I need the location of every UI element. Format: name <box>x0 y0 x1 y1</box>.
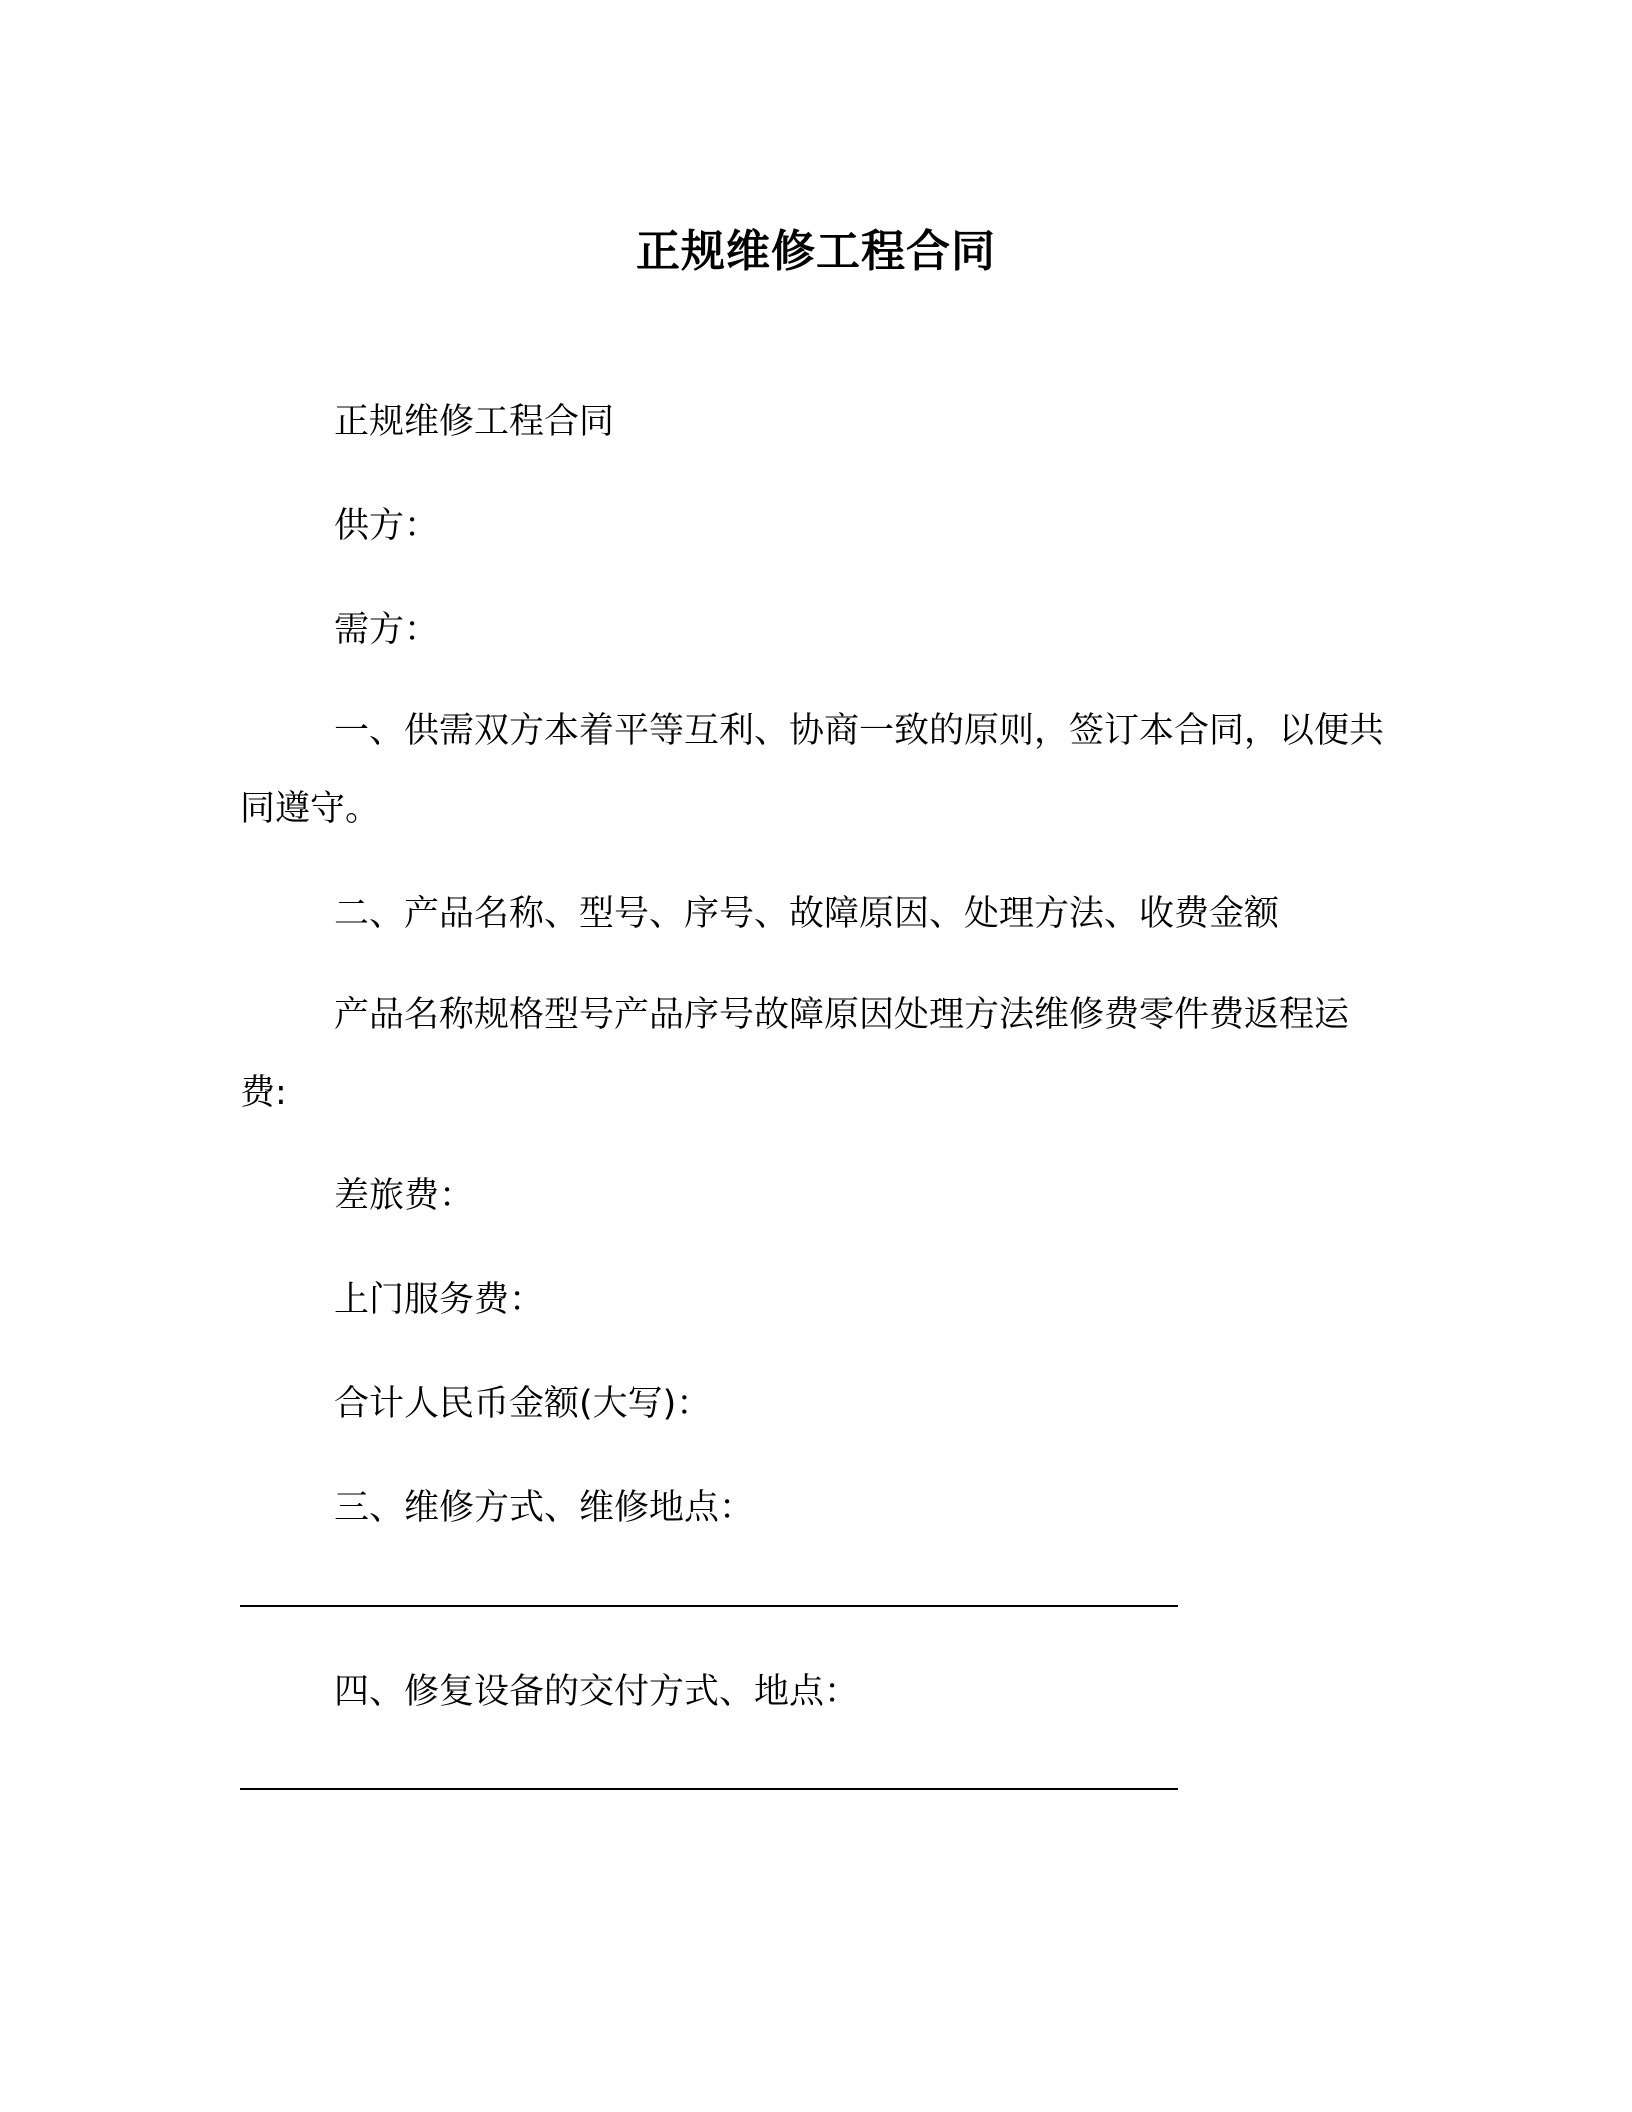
clause-1: 一、供需双方本着平等互利、协商一致的原则，签订本合同，以便共同遵守。 <box>240 711 1385 829</box>
service-fee-line: 上门服务费： <box>334 1280 545 1320</box>
clause-3: 三、维修方式、维修地点： <box>334 1488 755 1528</box>
clause-2: 二、产品名称、型号、序号、故障原因、处理方法、收费金额 <box>334 894 1280 934</box>
supplier-line: 供方： <box>334 506 440 546</box>
blank-fill-line-1 <box>240 1605 1178 1607</box>
buyer-line: 需方： <box>334 610 440 650</box>
clause-4: 四、修复设备的交付方式、地点： <box>334 1672 860 1712</box>
blank-fill-line-2 <box>240 1788 1178 1790</box>
total-amount-line: 合计人民币金额(大写)： <box>334 1384 712 1424</box>
travel-fee-line: 差旅费： <box>334 1176 475 1216</box>
table-columns-line: 产品名称规格型号产品序号故障原因处理方法维修费零件费返程运费: <box>240 995 1350 1113</box>
document-title: 正规维修工程合同 <box>636 226 996 277</box>
contract-heading: 正规维修工程合同 <box>334 402 615 442</box>
